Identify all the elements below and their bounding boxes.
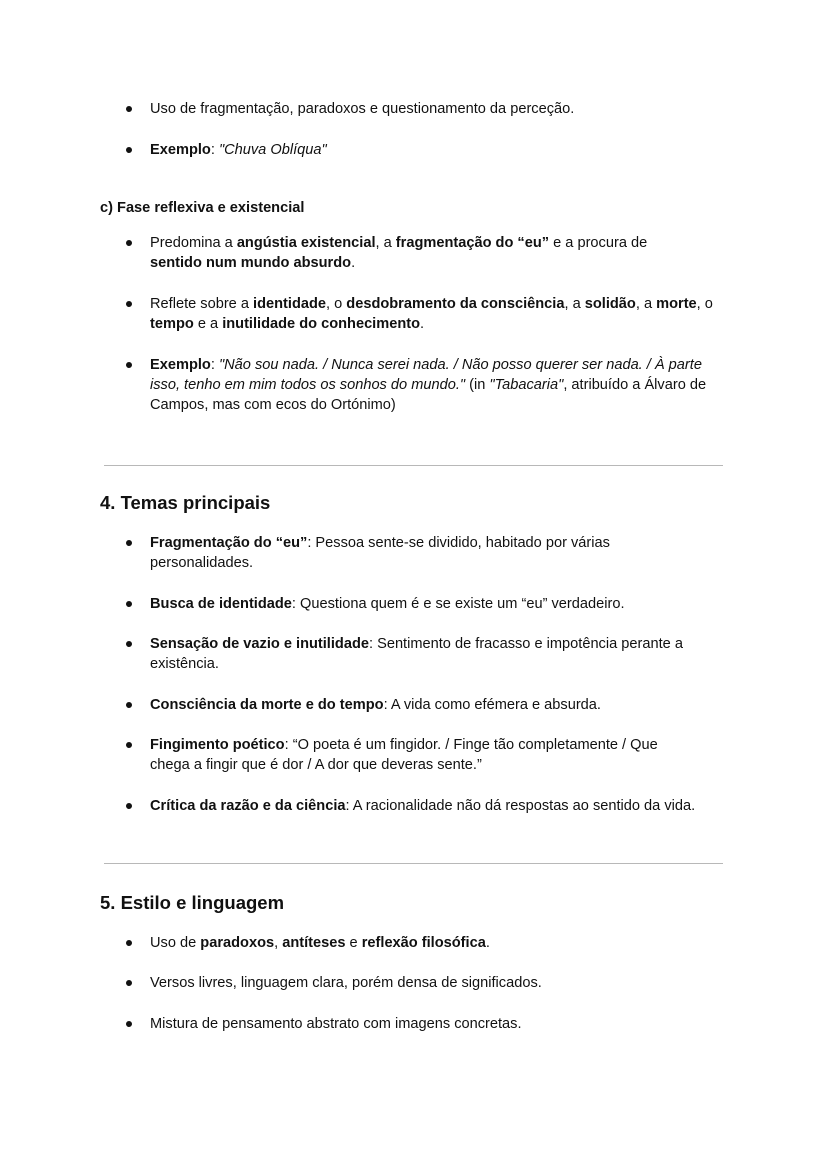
text-run: (in <box>465 377 490 393</box>
text-run: : A vida como efémera e absurda. <box>383 697 601 713</box>
text-run: , o <box>696 296 713 312</box>
text-run: : A racionalidade não dá respostas ao sentido da vida. <box>345 798 696 814</box>
bullet-icon <box>126 980 132 986</box>
bullet-icon <box>126 147 132 153</box>
text-run: Mistura de pensamento abstrato com imagens concretas. <box>150 1016 522 1032</box>
italic-text: "Chuva Oblíqua" <box>218 142 327 158</box>
bold-text: inutilidade do conhecimento <box>222 316 421 332</box>
list-item <box>150 355 710 415</box>
text-run: : <box>210 357 219 373</box>
bold-text: Fragmentação do “eu” <box>150 535 308 551</box>
text-run: e a procura de <box>549 235 648 251</box>
list-item <box>150 594 730 614</box>
bold-text: morte <box>656 296 697 312</box>
bold-text: Busca de identidade <box>150 596 292 612</box>
list-item <box>150 99 730 119</box>
text-run: : “O poeta é um fingidor. / Finge tão completamente / Que chega a fingir que é dor / A dor que deveras sente.” <box>150 737 658 773</box>
bold-text: identidade <box>253 296 327 312</box>
text-run: . <box>485 935 490 951</box>
bullet-icon <box>126 240 132 246</box>
bullet-icon <box>126 803 132 809</box>
text-run: : <box>210 142 219 158</box>
bullet-icon <box>126 540 132 546</box>
bold-text: sentido num mundo absurdo <box>150 255 352 271</box>
text-run: : Pessoa sente-se dividido, habitado por várias personalidades. <box>150 535 610 571</box>
list-item <box>150 140 730 160</box>
bold-text: desdobramento da consciência <box>346 296 565 312</box>
bold-text: Crítica da razão e da ciência <box>150 798 346 814</box>
text-run: : Questiona quem é e se existe um “eu” verdadeiro. <box>291 596 625 612</box>
text-run: e <box>345 935 362 951</box>
text-run: , atribuído a Álvaro de Campos, mas com ecos do Ortónimo) <box>150 377 707 413</box>
list-item <box>150 1014 730 1034</box>
list-item <box>150 796 750 816</box>
bold-text: Exemplo <box>150 357 211 373</box>
text-run: Uso de fragmentação, paradoxos e questionamento da perceção. <box>150 101 575 117</box>
bullet-icon <box>126 301 132 307</box>
bullet-icon <box>126 742 132 748</box>
bold-text: antíteses <box>282 935 346 951</box>
text-run: , a <box>635 296 657 312</box>
text-run: Reflete sobre a <box>150 296 254 312</box>
bold-text: fragmentação do “eu” <box>395 235 550 251</box>
list-item <box>150 695 730 715</box>
list-item <box>150 973 730 993</box>
text-run: , <box>274 935 283 951</box>
text-run: . <box>351 255 356 271</box>
bold-text: angústia existencial <box>236 235 376 251</box>
text-run: , o <box>326 296 347 312</box>
horizontal-divider <box>104 863 723 864</box>
bullet-icon <box>126 1021 132 1027</box>
text-run: : Sentimento de fracasso e impotência perante a existência. <box>150 636 683 672</box>
text-run: Uso de <box>150 935 201 951</box>
italic-text: "Não sou nada. / Nunca serei nada. / Não posso querer ser nada. / À parte isso, tenho em mim todos os sonhos do mundo." <box>150 357 702 393</box>
list-item <box>150 294 730 334</box>
bold-text: Sensação de vazio e inutilidade <box>150 636 369 652</box>
bullet-icon <box>126 601 132 607</box>
bold-text: solidão <box>584 296 636 312</box>
bullet-icon <box>126 641 132 647</box>
list-item <box>150 533 650 573</box>
list-item <box>150 933 730 953</box>
subsection-heading: c) Fase reflexiva e existencial <box>100 200 305 216</box>
bullet-icon <box>126 702 132 708</box>
italic-text: "Tabacaria" <box>489 377 564 393</box>
bold-text: paradoxos <box>200 935 275 951</box>
text-run: , a <box>375 235 396 251</box>
text-run: Versos livres, linguagem clara, porém densa de significados. <box>150 975 542 991</box>
bold-text: Exemplo <box>150 142 211 158</box>
bold-text: Consciência da morte e do tempo <box>150 697 384 713</box>
list-item <box>150 233 695 273</box>
text-run: , a <box>564 296 585 312</box>
bold-text: Fingimento poético <box>150 737 285 753</box>
bold-text: tempo <box>150 316 194 332</box>
bullet-icon <box>126 106 132 112</box>
bold-text: reflexão filosófica <box>361 935 486 951</box>
list-item <box>150 735 695 775</box>
text-run: e a <box>193 316 223 332</box>
text-run: . <box>420 316 425 332</box>
list-item <box>150 634 715 674</box>
horizontal-divider <box>104 465 723 466</box>
bullet-icon <box>126 362 132 368</box>
bullet-icon <box>126 940 132 946</box>
section-heading: 5. Estilo e linguagem <box>100 892 285 913</box>
section-heading: 4. Temas principais <box>100 492 271 513</box>
text-run: Predomina a <box>150 235 237 251</box>
